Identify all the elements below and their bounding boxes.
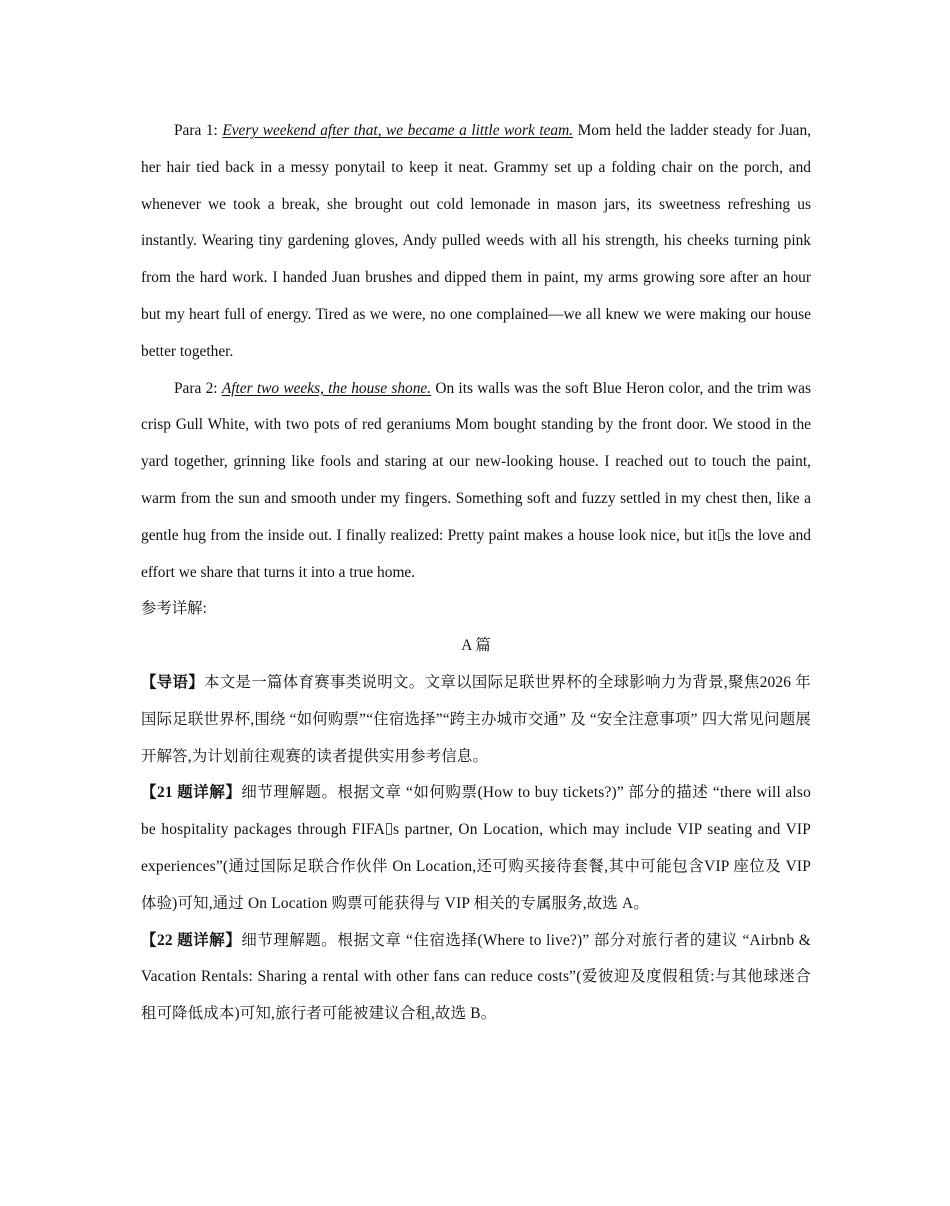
para-body-continued: s the love and effort we share that turns it into a true home. [141, 526, 811, 581]
para-lead-sentence: Every weekend after that, we became a little work team. [222, 122, 574, 139]
document-page [141, 113, 811, 1033]
paragraph-para-1 [141, 113, 811, 371]
para-lead-sentence: After two weeks, the house shone. [221, 379, 432, 397]
q22-tag: 【22 题详解】 [141, 931, 242, 949]
q21-text-continued: s partner, On Location, which may include VIP seating and VIP experiences”(通过国际足联合作伙伴 On Location,还可购买接待套餐,其中可能包含VIP 座位及 VIP 体验)可知,通过 On Location 购票可能获得与 VIP 相关的专属服务,故选 A。 [141, 821, 811, 912]
intro-tag: 【导语】 [141, 673, 205, 691]
intro-text: 本文是一篇体育赛事类说明文。文章以国际足联世界杯的全球影响力为背景,聚焦2026 年国际足联世界杯,围绕 “如何购票”“住宿选择”“跨主办城市交通” 及 “安全注意事项” 四大常见问题展开解答,为计划前往观赛的读者提供实用参考信息。 [141, 673, 811, 765]
para-body: On its walls was the soft Blue Heron color, and the trim was crisp Gull White, with two pots of red geraniums Mom bought standing by the front door. We stood in the yard together, grinning like fools and staring at our new-looking house. I reached out to touch the paint, warm from the sun and smooth under my fingers. Something soft and fuzzy settled in my chest then, like a gentle hug from the inside out. I finally realized: Pretty paint makes a house look nice, but it [141, 379, 811, 544]
section-title: A 篇 [461, 637, 491, 655]
intro-paragraph [141, 665, 811, 775]
paragraph-para-2 [141, 371, 811, 592]
missing-glyph-box [718, 529, 724, 541]
question-21-explanation [141, 775, 811, 922]
q21-text: 细节理解题。根据文章 “如何购票(How to buy tickets?)” 部分的描述 “there will also be hospitality packages through FIFA [141, 784, 811, 839]
para-label: Para 1: [174, 122, 223, 139]
para-body: Mom held the ladder steady for Juan, her hair tied back in a messy ponytail to keep it neat. Grammy set up a folding chair on the porch, and whenever we took a break, she brought out cold lemonade in mason jars, its sweetness refreshing us instantly. Wearing tiny gardening gloves, Andy pulled weeds with all his strength, his cheeks turning pink from the hard work. I handed Juan brushes and dipped them in paint, my arms growing sore after an hour but my heart full of energy. Tired as we were, no one complained—we all knew we were making our house better together. [141, 122, 812, 360]
reference-heading: 参考详解: [141, 600, 207, 618]
missing-glyph-box [386, 823, 392, 835]
question-22-explanation [141, 923, 811, 1033]
q22-text: 细节理解题。根据文章 “住宿选择(Where to live?)” 部分对旅行者的建议 “Airbnb & Vacation Rentals: Sharing a rental with other fans can reduce costs”(爱彼迎及度假租赁:与其他球迷合租可降低成本)可知,旅行者可能被建议合租,故选 B。 [141, 931, 811, 1023]
q21-tag: 【21 题详解】 [141, 784, 242, 802]
para-label: Para 2: [174, 379, 222, 397]
